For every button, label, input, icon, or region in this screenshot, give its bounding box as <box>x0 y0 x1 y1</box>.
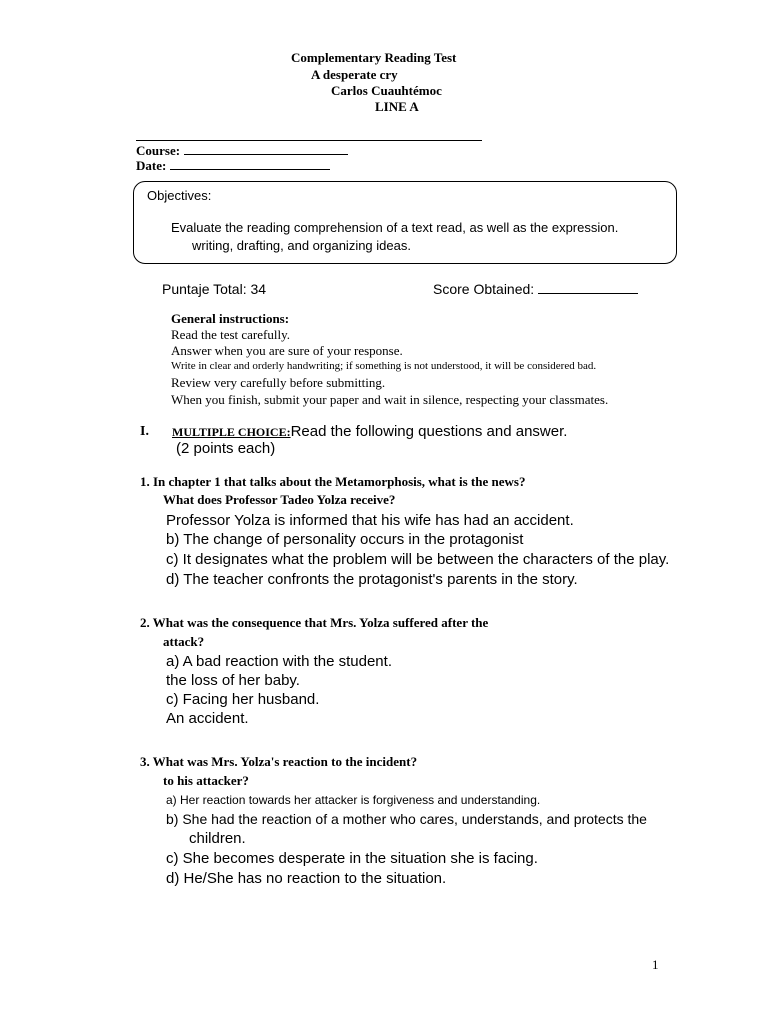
objective-text-1: Evaluate the reading comprehension of a text read, as well as the expression. <box>171 220 619 235</box>
question-3-option[interactable]: c) She becomes desperate in the situation she is facing. <box>166 850 538 867</box>
question-1-option[interactable]: c) It designates what the problem will be between the characters of the play. <box>166 551 670 568</box>
name-blank-line[interactable] <box>136 140 482 141</box>
question-3-text: 3. What was Mrs. Yolza's reaction to the incident? <box>140 754 418 769</box>
instruction-item: Read the test carefully. <box>171 327 290 342</box>
question-1-text: 1. In chapter 1 that talks about the Metamorphosis, what is the news? <box>140 474 526 489</box>
page-number: 1 <box>652 957 659 972</box>
section-number: I. <box>140 424 149 439</box>
course-blank[interactable] <box>184 143 348 155</box>
question-2-text: 2. What was the consequence that Mrs. Yolza suffered after the <box>140 615 489 630</box>
test-title: Complementary Reading Test <box>291 50 457 65</box>
question-2-option[interactable]: An accident. <box>166 710 249 727</box>
score-obtained-blank[interactable] <box>538 281 638 294</box>
question-3-subtext: to his attacker? <box>163 773 249 788</box>
question-1-subtext: What does Professor Tadeo Yolza receive? <box>163 492 396 507</box>
question-1-option[interactable]: b) The change of personality occurs in the protagonist <box>166 531 524 548</box>
question-2-option[interactable]: the loss of her baby. <box>166 672 300 689</box>
score-obtained-field[interactable] <box>433 281 638 297</box>
test-line: LINE A <box>375 99 419 114</box>
question-1-option[interactable]: Professor Yolza is informed that his wife has had an accident. <box>166 512 574 529</box>
objective-item <box>171 220 618 235</box>
course-field[interactable] <box>136 143 348 159</box>
total-score: Puntaje Total: 34 <box>162 281 267 297</box>
story-title: A desperate cry <box>311 67 398 82</box>
date-label: Date: <box>136 158 167 173</box>
question-3-option[interactable]: b) She had the reaction of a mother who cares, understands, and protects the <box>166 811 647 827</box>
author-name: Carlos Cuauhtémoc <box>331 83 442 98</box>
question-2-option[interactable]: a) A bad reaction with the student. <box>166 653 392 670</box>
objective-text-2: writing, drafting, and organizing ideas. <box>192 238 411 253</box>
instruction-item: Write in clear and orderly handwriting; if something is not understood, it will be considered bad. <box>171 360 597 372</box>
question-3-option[interactable]: a) Her reaction towards her attacker is forgiveness and understanding. <box>166 793 541 807</box>
section-text: Read the following questions and answer. <box>290 423 568 440</box>
objectives-title: Objectives: <box>147 188 212 203</box>
section-points: (2 points each) <box>176 440 276 457</box>
question-2-subtext: attack? <box>163 634 205 649</box>
section-heading <box>172 423 567 440</box>
date-blank[interactable] <box>170 158 330 170</box>
instruction-item: Answer when you are sure of your response. <box>171 343 403 358</box>
score-obtained-label: Score Obtained: <box>433 281 535 297</box>
question-1-option[interactable]: d) The teacher confronts the protagonist's parents in the story. <box>166 571 578 588</box>
section-label: MULTIPLE CHOICE: <box>172 425 291 439</box>
course-label: Course: <box>136 143 181 158</box>
question-3-option-continued: children. <box>189 830 246 847</box>
question-2-option[interactable]: c) Facing her husband. <box>166 691 320 708</box>
instruction-item: When you finish, submit your paper and wait in silence, respecting your classmates. <box>171 392 609 407</box>
date-field[interactable] <box>136 158 330 174</box>
instruction-item: Review very carefully before submitting. <box>171 375 386 390</box>
instructions-title: General instructions: <box>171 311 290 326</box>
question-3-option[interactable]: d) He/She has no reaction to the situation. <box>166 870 447 887</box>
